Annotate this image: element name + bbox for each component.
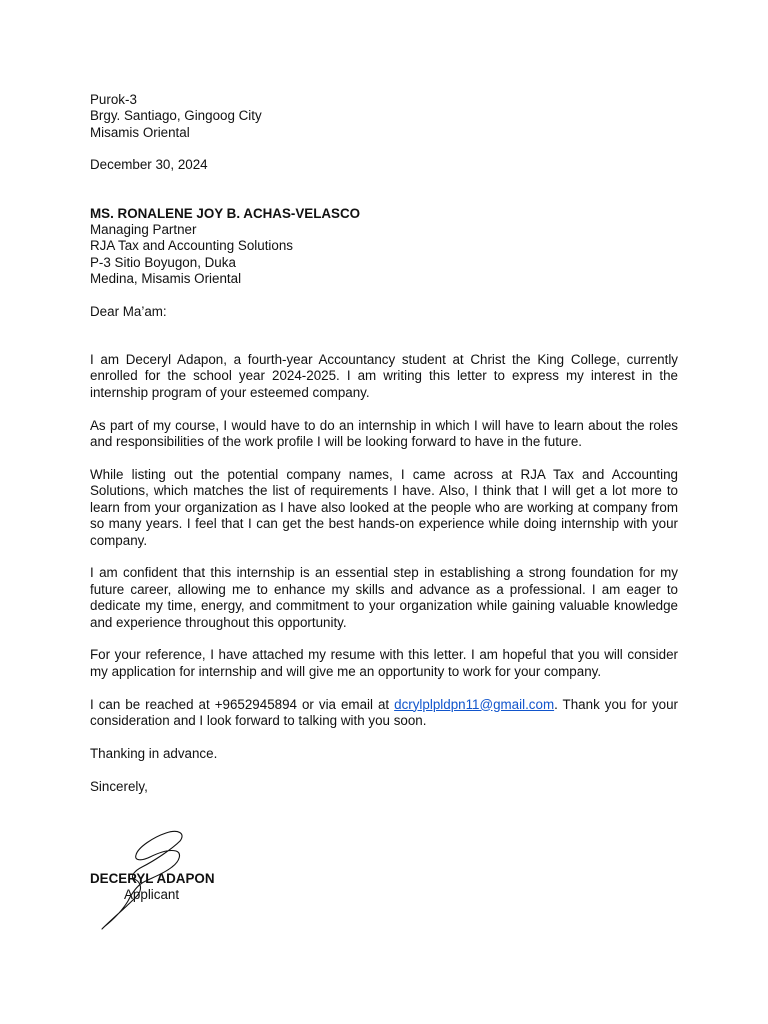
contact-text-after: . Thank you for your consideration and I look forward to talking with you soon. (90, 696, 679, 728)
recipient-line: Managing Partner (90, 222, 197, 238)
handwritten-signature (92, 821, 202, 939)
date-text: December 30, 2024 (90, 157, 208, 173)
signatory-title: Applicant (124, 886, 180, 902)
body-paragraph: I am Deceryl Adapon, a fourth-year Accountancy student at Christ the King College, currently enrolled for the school year 2024-2025. I am writing this letter to express my interest in the internship program of your esteemed company. (90, 352, 678, 400)
body-paragraph: I am confident that this internship is an essential step in establishing a strong foundation for my future career, allowing me to enhance my skills and advance as a professional. I am eager to dedicate my time, energy, and commitment to your organization while gaining valuable knowledge and experience throughout this opportunity. (90, 565, 678, 630)
sender-address-line: Purok-3 (90, 92, 137, 107)
recipient-line: P-3 Sitio Boyugon, Duka (90, 254, 236, 270)
body-paragraph: Thanking in advance. (90, 745, 218, 761)
salutation (90, 304, 678, 320)
contact-text-before: I can be reached at +9652945894 or via email at (90, 696, 395, 712)
recipient-line: RJA Tax and Accounting Solutions (90, 238, 293, 254)
recipient-block (90, 206, 678, 288)
sender-address (90, 92, 678, 141)
contact-paragraph (90, 697, 678, 730)
body-paragraph: As part of my course, I would have to do an internship in which I will have to learn about the roles and responsibilities of the work profile I will be looking forward to have in the future. (90, 417, 678, 450)
signature-block (90, 821, 678, 941)
salutation-text: Dear Ma’am: (90, 303, 167, 319)
letter-page (90, 92, 678, 941)
body-paragraph: For your reference, I have attached my resume with this letter. I am hopeful that you will consider my application for internship and will give me an opportunity to work for your company. (90, 647, 678, 679)
closing (90, 779, 678, 795)
closing-text: Sincerely, (90, 778, 148, 794)
email-link[interactable]: dcrylplpldpn11@gmail.com (394, 696, 555, 712)
recipient-name: MS. RONALENE JOY B. ACHAS-VELASCO (90, 205, 361, 221)
body-paragraph: While listing out the potential company names, I came across at RJA Tax and Accounting Solutions, which matches the list of requirements I have. Also, I think that I will get a lot more to learn from your organization as I have also looked at the people who are working at company from so many years. I feel that I can get the best hands-on experience while doing internship with your company. (90, 466, 678, 548)
letter-body (90, 352, 678, 762)
signatory-name: DECERYL ADAPON (90, 870, 215, 886)
sender-address-line: Misamis Oriental (90, 124, 190, 140)
recipient-line: Medina, Misamis Oriental (90, 271, 242, 287)
letter-date (90, 157, 678, 173)
sender-address-line: Brgy. Santiago, Gingoog City (90, 108, 262, 124)
